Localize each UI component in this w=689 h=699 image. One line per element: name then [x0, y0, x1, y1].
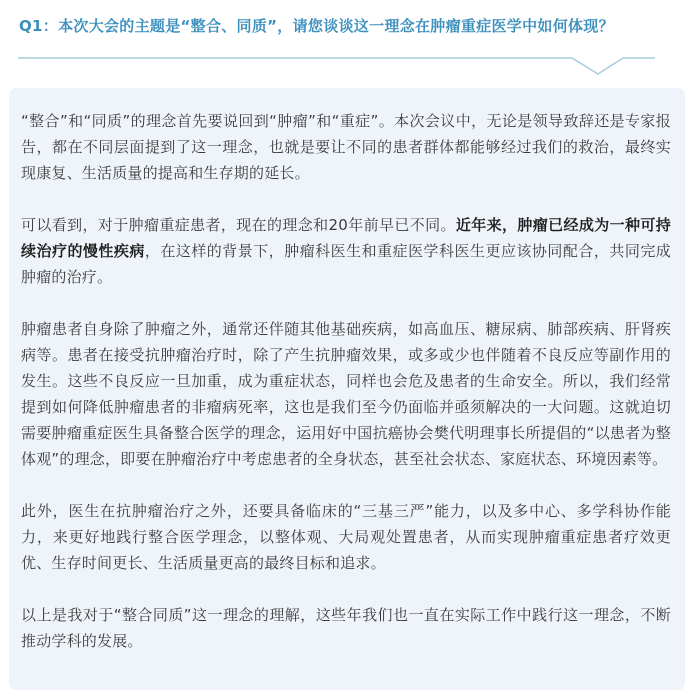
answer-body [21, 108, 671, 654]
answer-paragraph-2-lead: 可以看到，对于肿瘤重症患者，现在的理念和20年前早已不同。 [21, 216, 456, 234]
answer-paragraph-5: 以上是我对于“整合同质”这一理念的理解，这些年我们也一直在实际工作中践行这一理念，不断推动学科的发展。 [21, 606, 671, 650]
answer-paragraph-1: “整合”和“同质”的理念首先要说回到“肿瘤”和“重症”。本次会议中，无论是领导致辞还是专家报告，都在不同层面提到了这一理念，也就是要让不同的患者群体都能够经过我们的救治，最终实现康复、生活质量的提高和生存期的延长。 [21, 112, 671, 182]
answer-card [9, 88, 685, 690]
question-header [0, 0, 689, 78]
answer-paragraph-4: 此外，医生在抗肿瘤治疗之外，还要具备临床的“三基三严”能力，以及多中心、多学科协作能力，来更好地践行整合医学理念，以整体观、大局观处置患者，从而实现肿瘤重症患者疗效更优、生存时间更长、生活质量更高的最终目标和追求。 [21, 502, 671, 572]
answer-paragraph-2 [21, 212, 671, 290]
answer-paragraph-2-emphasis: 近年来，肿瘤已经成为一种可持续治疗的慢性疾病 [21, 216, 671, 260]
question-title: Q1：本次大会的主题是“整合、同质”，请您谈谈这一理念在肿瘤重症医学中如何体现？ [19, 17, 614, 35]
header-divider [0, 45, 689, 77]
divider-line [18, 58, 655, 74]
answer-paragraph-3: 肿瘤患者自身除了肿瘤之外，通常还伴随其他基础疾病，如高血压、糖尿病、肺部疾病、肝肾疾病等。患者在接受抗肿瘤治疗时，除了产生抗肿瘤效果，或多或少也伴随着不良反应等副作用的发生。这些不良反应一旦加重，成为重症状态，同样也会危及患者的生命安全。所以，我们经常提到如何降低肿瘤患者的非瘤病死率，这也是我们至今仍面临并亟须解决的一大问题。这就迫切需要肿瘤重症医生具备整合医学的理念，运用好中国抗癌协会樊代明理事长所提倡的“以患者为整体观”的理念，即要在肿瘤治疗中考虑患者的全身状态，甚至社会状态、家庭状态、环境因素等。 [21, 320, 671, 468]
answer-paragraph-2-tail: ，在这样的背景下，肿瘤科医生和重症医学科医生更应该协同配合，共同完成肿瘤的治疗。 [21, 242, 671, 286]
